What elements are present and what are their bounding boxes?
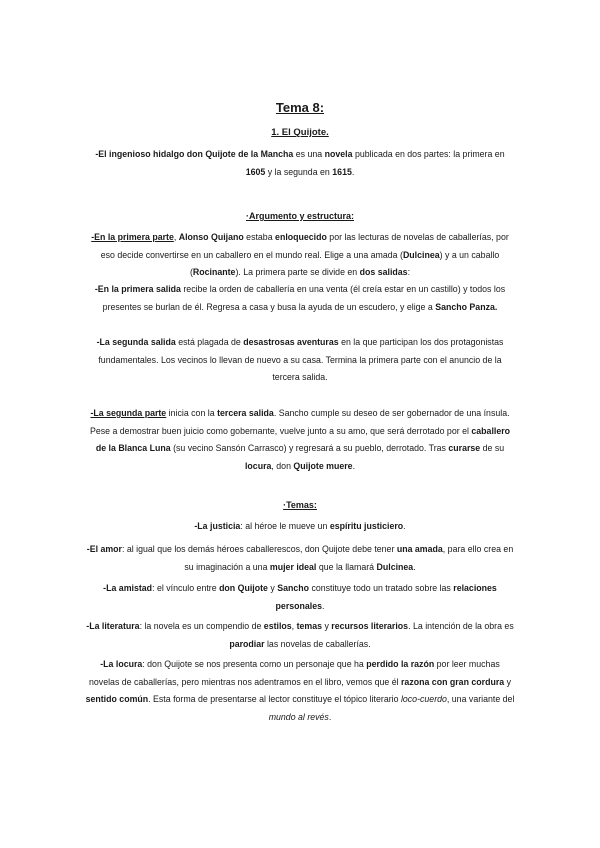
section-subtitle: 1. El Quijote. [271, 127, 329, 138]
tema-justicia: -La justicia: al héroe le mueve un espíritu justiciero. [194, 521, 406, 531]
paragraph-segunda-parte: -La segunda parte inicia con la tercera salida. Sancho cumple su deseo de ser gobernador de una ínsula. Pese a demostrar buen juicio como gobernante, vuelve junto a su amo, que será derrotado por el caballero de la Blanca Luna (su vecino Sansón Carrasco) y regresará a su pueblo, derrotado. Tras curarse de su locura, don Quijote muere. [89, 408, 511, 471]
paragraph-segunda-salida: -La segunda salida está plagada de desastrosas aventuras en la que participan los dos protagonistas fundamentales. Los vecinos lo llevan de nuevo a su casa. Termina la primera parte con el anuncio de la tercera salida. [96, 337, 504, 382]
tema-amor: -El amor: al igual que los demás héroes caballerescos, don Quijote debe tener una amada, para ello crea en su imaginación a una mujer ideal que la llamará Dulcinea. [86, 544, 514, 572]
tema-amistad: -La amistad: el vínculo entre don Quijote y Sancho constituye todo un tratado sobre las relaciones personales. [103, 583, 497, 611]
paragraph-primera-salida: -En la primera salida recibe la orden de caballería en una venta (él creía estar en un castillo) y todos los presentes se burlan de él. Regresa a casa y busa la ayuda de un escudero, y elige a Sancho Panza. [94, 284, 506, 312]
intro-paragraph: -El ingenioso hidalgo don Quijote de la Mancha es una novela publicada en dos partes: la primera en 1605 y la segunda en 1615. [95, 149, 505, 177]
paragraph-primera-parte: -En la primera parte, Alonso Quijano estaba enloquecido por las lecturas de novelas de caballerías, por eso decide convertirse en un caballero en el mundo real. Elige a una amada (Dulcinea) y a un caballo (Rocinante). La primera parte se divide en dos salidas: [91, 232, 509, 277]
tema-locura: -La locura: don Quijote se nos presenta como un personaje que ha perdido la razón por leer muchas novelas de caballerías, pero mientras nos adentramos en el libro, vemos que él razona con gran cordura y sentido común. Esta forma de presentarse al lector constituye el tópico literario loco-cuerdo, una variante del mundo al revés. [85, 659, 515, 722]
tema-literatura: -La literatura: la novela es un compendio de estilos, temas y recursos literarios. La intención de la obra es parodiar las novelas de caballerías. [86, 621, 514, 649]
argumento-heading: ·Argumento y estructura: [245, 211, 354, 221]
page-title: Tema 8: [275, 100, 325, 115]
temas-heading: ·Temas: [283, 500, 317, 510]
